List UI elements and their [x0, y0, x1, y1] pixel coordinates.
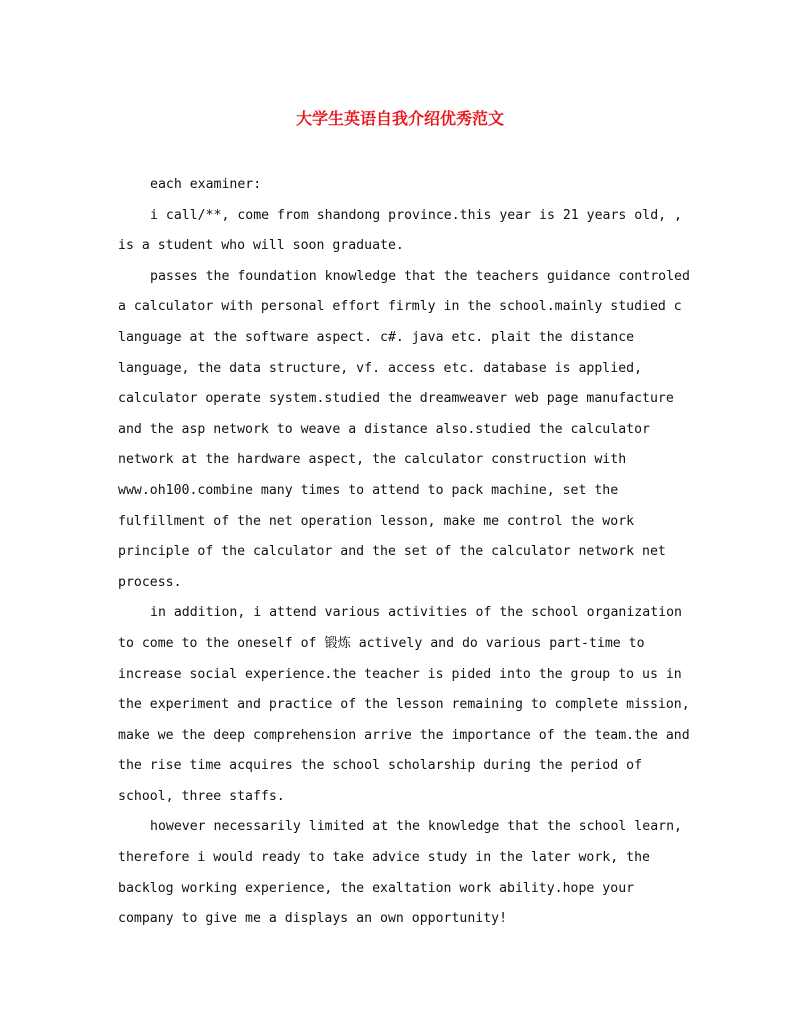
text-line: network at the hardware aspect, the calculator construction with [118, 452, 627, 468]
text-line: to come to the oneself of 锻炼 actively and do various part-time to [118, 635, 645, 651]
text-line: increase social experience.the teacher is pided into the group to us in [118, 666, 682, 682]
text-line: each examiner: [150, 177, 262, 192]
text-line: is a student who will soon graduate. [118, 238, 404, 254]
text-line: passes the foundation knowledge that the teachers guidance controled [150, 268, 690, 284]
text-line: make we the deep comprehension arrive the importance of the team.the and [118, 727, 690, 743]
text-line: calculator operate system.studied the dreamweaver web page manufacture [118, 391, 674, 407]
text-line: school, three staffs. [118, 788, 285, 804]
text-line: fulfillment of the net operation lesson, make me control the work [118, 513, 635, 529]
text-line: the experiment and practice of the lesson remaining to complete mission, [118, 697, 690, 713]
text-line: the rise time acquires the school scholarship during the period of [118, 758, 643, 774]
text-line: language at the software aspect. c#. java etc. plait the distance [118, 329, 635, 345]
text-line: process. [118, 574, 182, 590]
text-line: backlog working experience, the exaltation work ability.hope your [118, 880, 635, 896]
document-body [118, 170, 688, 935]
text-line: however necessarily limited at the knowledge that the school learn, [150, 819, 682, 835]
document-title: 大学生英语自我介绍优秀范文 [295, 109, 504, 128]
text-line: language, the data structure, vf. access etc. database is applied, [118, 360, 643, 376]
text-line: therefore i would ready to take advice study in the later work, the [118, 850, 650, 866]
text-line: in addition, i attend various activities of the school organization [150, 605, 682, 621]
text-line: and the asp network to weave a distance also.studied the calculator [118, 421, 650, 437]
text-line: i call/**, come from shandong province.this year is 21 years old, , [150, 207, 682, 223]
text-line: principle of the calculator and the set of the calculator network net [118, 544, 666, 560]
text-line: www.oh100.combine many times to attend to pack machine, set the [118, 482, 619, 498]
text-line: a calculator with personal effort firmly in the school.mainly studied c [118, 299, 682, 315]
text-line: company to give me a displays an own opportunity! [118, 911, 508, 927]
